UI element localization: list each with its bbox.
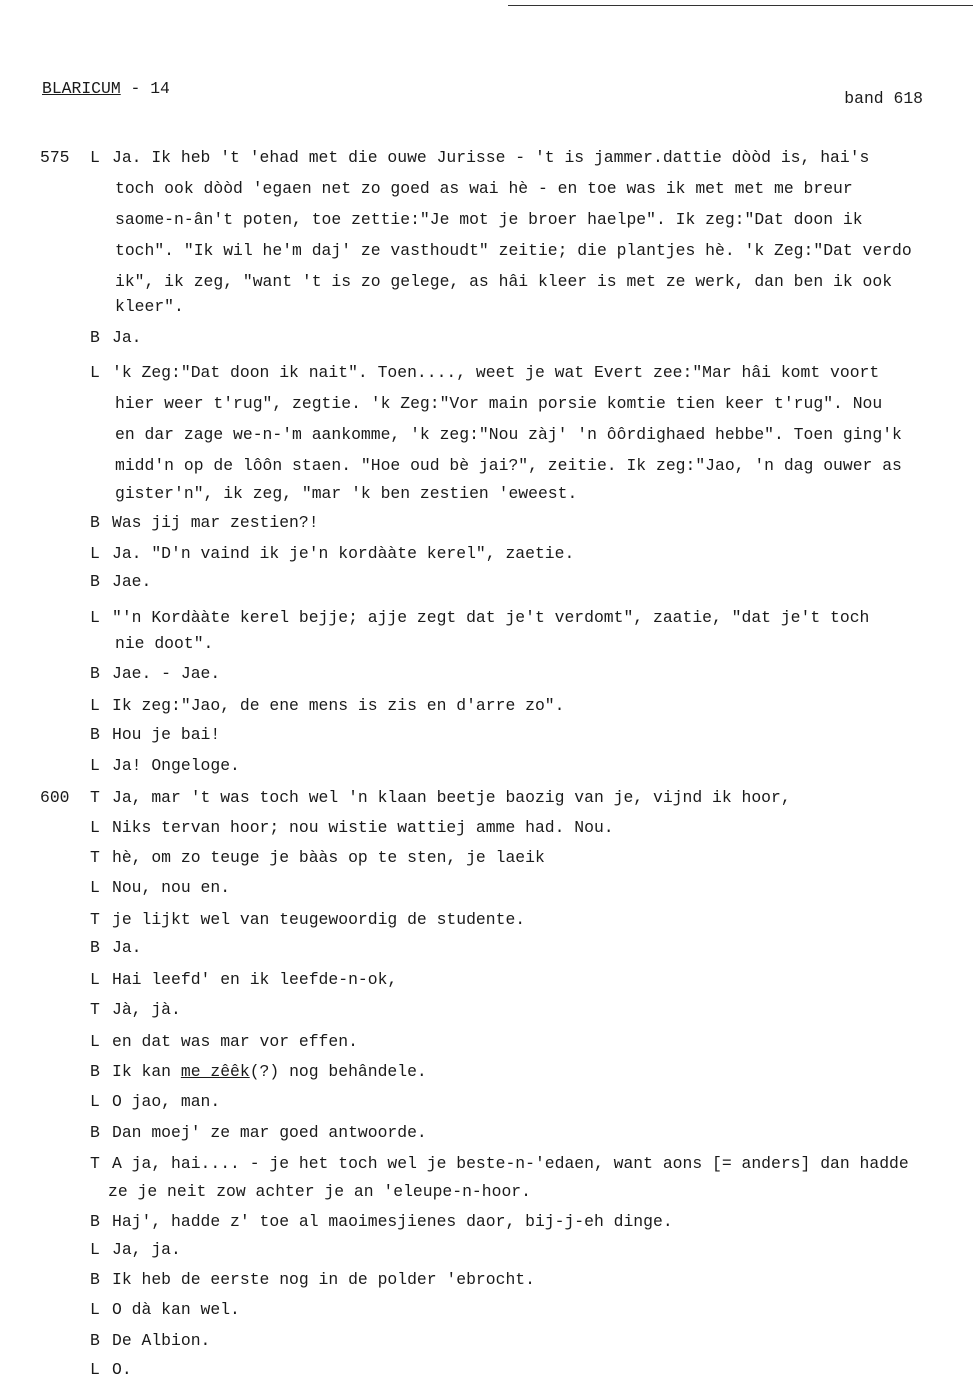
line-number: 575 bbox=[40, 148, 70, 167]
speaker-code: B bbox=[90, 664, 100, 683]
utterance-text: 'k Zeg:"Dat doon ik nait". Toen...., weet je wat Evert zee:"Mar hâi komt voort bbox=[112, 363, 880, 382]
speaker-code: B bbox=[90, 1270, 100, 1289]
speaker-code: L bbox=[90, 544, 100, 563]
utterance-text: Niks tervan hoor; nou wistie wattiej amme had. Nou. bbox=[112, 818, 614, 837]
utterance-text: saome-n-ân't poten, toe zettie:"Je mot je broer haelpe". Ik zeg:"Dat doon ik bbox=[115, 210, 863, 229]
page-header-left bbox=[42, 79, 170, 98]
speaker-code: L bbox=[90, 1300, 100, 1319]
speaker-code: B bbox=[90, 1331, 100, 1350]
utterance-text: Dan moej' ze mar goed antwoorde. bbox=[112, 1123, 427, 1142]
utterance-text: Ja. Ik heb 't 'ehad met die ouwe Jurisse - 't is jammer.dattie dòòd is, hai's bbox=[112, 148, 870, 167]
utterance-text-part: (?) nog behândele. bbox=[249, 1062, 427, 1081]
utterance-text: toch ook dòòd 'egaen net zo goed as wai hè - en toe was ik met met me breur bbox=[115, 179, 853, 198]
utterance-text: en dar zage we-n-'m aankomme, 'k zeg:"Nou zàj' 'n ôôrdighaed hebbe". Toen ging'k bbox=[115, 425, 902, 444]
utterance-text: O. bbox=[112, 1360, 132, 1379]
utterance-text: en dat was mar vor effen. bbox=[112, 1032, 358, 1051]
utterance-text: midd'n op de lôôn staen. "Hoe oud bè jai?", zeitie. Ik zeg:"Jao, 'n dag ouwer as bbox=[115, 456, 902, 475]
speaker-code: T bbox=[90, 1000, 100, 1019]
utterance-text: toch". "Ik wil he'm daj' ze vasthoudt" zeitie; die plantjes hè. 'k Zeg:"Dat verdo bbox=[115, 241, 912, 260]
utterance-text: Ja, ja. bbox=[112, 1240, 181, 1259]
speaker-code: L bbox=[90, 1360, 100, 1379]
speaker-code: L bbox=[90, 696, 100, 715]
speaker-code: L bbox=[90, 970, 100, 989]
speaker-code: B bbox=[90, 938, 100, 957]
utterance-text: O dà kan wel. bbox=[112, 1300, 240, 1319]
utterance-text: Ik heb de eerste nog in de polder 'ebrocht. bbox=[112, 1270, 535, 1289]
speaker-code: L bbox=[90, 148, 100, 167]
speaker-code: B bbox=[90, 328, 100, 347]
speaker-code: T bbox=[90, 910, 100, 929]
speaker-code: L bbox=[90, 756, 100, 775]
utterance-text: Nou, nou en. bbox=[112, 878, 231, 897]
utterance-text: gister'n", ik zeg, "mar 'k ben zestien 'eweest. bbox=[115, 484, 578, 503]
speaker-code: L bbox=[90, 878, 100, 897]
utterance-text: ik", ik zeg, "want 't is zo gelege, as hâi kleer is met ze werk, dan ben ik ook bbox=[115, 272, 893, 291]
band-label: band 618 bbox=[844, 89, 923, 108]
utterance-text: Ja, mar 't was toch wel 'n klaan beetje baozig van je, vijnd ik hoor, bbox=[112, 788, 791, 807]
utterance-text: hier weer t'rug", zegtie. 'k Zeg:"Vor main porsie komtie tien keer t'rug". Nou bbox=[115, 394, 883, 413]
utterance-text: "'n Kordààte kerel bejje; ajje zegt dat je't verdomt", zaatie, "dat je't toch bbox=[112, 608, 870, 627]
speaker-code: B bbox=[90, 572, 100, 591]
speaker-code: B bbox=[90, 1212, 100, 1231]
utterance-text: Hou je bai! bbox=[112, 725, 221, 744]
utterance-text: Jà, jà. bbox=[112, 1000, 181, 1019]
utterance-text: Jae. - Jae. bbox=[112, 664, 221, 683]
utterance-text: De Albion. bbox=[112, 1331, 211, 1350]
utterance-text bbox=[112, 1060, 427, 1084]
utterance-text: kleer". bbox=[115, 297, 184, 316]
utterance-text: ze je neit zow achter je an 'eleupe-n-hoor. bbox=[108, 1182, 531, 1201]
utterance-text: Haj', hadde z' toe al maoimesjienes daor, bij-j-eh dinge. bbox=[112, 1212, 673, 1231]
speaker-code: B bbox=[90, 725, 100, 744]
speaker-code: B bbox=[90, 1062, 100, 1081]
utterance-text-part: Ik kan bbox=[112, 1062, 181, 1081]
speaker-code: L bbox=[90, 363, 100, 382]
page-number: - 14 bbox=[120, 79, 170, 98]
utterance-text: je lijkt wel van teugewoordig de studente. bbox=[112, 910, 526, 929]
utterance-text: Ik zeg:"Jao, de ene mens is zis en d'arre zo". bbox=[112, 696, 565, 715]
utterance-text: A ja, hai.... - je het toch wel je beste-n-'edaen, want aons [= anders] dan hadde bbox=[112, 1154, 909, 1173]
utterance-text: hè, om zo teuge je bààs op te sten, je laeik bbox=[112, 848, 545, 867]
speaker-code: T bbox=[90, 1154, 100, 1173]
speaker-code: L bbox=[90, 1092, 100, 1111]
speaker-code: T bbox=[90, 848, 100, 867]
line-number: 600 bbox=[40, 788, 70, 807]
top-rule bbox=[508, 5, 973, 6]
speaker-code: L bbox=[90, 818, 100, 837]
utterance-text: Ja. bbox=[112, 938, 142, 957]
speaker-code: B bbox=[90, 1123, 100, 1142]
place-name: BLARICUM bbox=[42, 79, 121, 98]
underlined-word: me zêêk bbox=[180, 1062, 250, 1081]
utterance-text: Ja. bbox=[112, 328, 142, 347]
utterance-text: Ja! Ongeloge. bbox=[112, 756, 240, 775]
utterance-text: nie doot". bbox=[115, 634, 214, 653]
speaker-code: L bbox=[90, 1240, 100, 1259]
speaker-code: B bbox=[90, 513, 100, 532]
speaker-code: L bbox=[90, 608, 100, 627]
utterance-text: Was jij mar zestien?! bbox=[112, 513, 319, 532]
utterance-text: Hai leefd' en ik leefde-n-ok, bbox=[112, 970, 398, 989]
speaker-code: T bbox=[90, 788, 100, 807]
speaker-code: L bbox=[90, 1032, 100, 1051]
utterance-text: Jae. bbox=[112, 572, 152, 591]
utterance-text: Ja. "D'n vaind ik je'n kordààte kerel", zaetie. bbox=[112, 544, 575, 563]
utterance-text: O jao, man. bbox=[112, 1092, 221, 1111]
